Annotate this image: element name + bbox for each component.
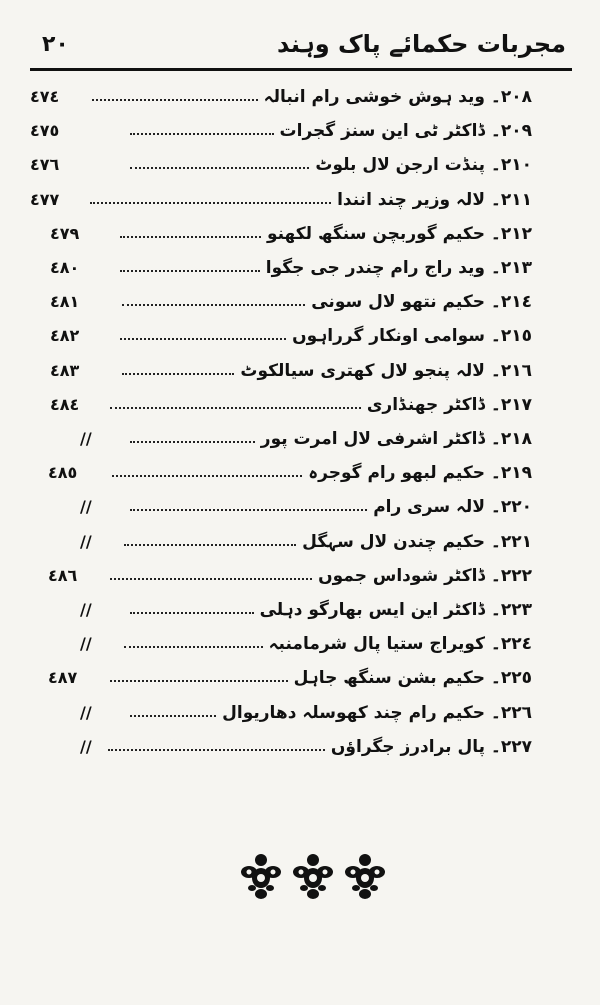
toc-entry bbox=[0, 219, 600, 253]
toc-page-ref: ٤٧٩ bbox=[50, 223, 80, 243]
toc-entry-title: ٢٢٤۔ کویراج ستیا پال شرمامنبہ bbox=[268, 634, 532, 655]
toc-entry bbox=[0, 321, 600, 355]
toc-page-ref: ٤٨٤ bbox=[50, 394, 80, 414]
dot-leader bbox=[124, 646, 263, 648]
toc-page-ref: // bbox=[80, 600, 92, 619]
dot-leader bbox=[130, 167, 309, 169]
toc-page-ref: ٤٨٢ bbox=[50, 326, 80, 346]
dot-leader bbox=[130, 612, 254, 614]
toc-entry-title: ٢٢١۔ حکیم چندن لال سہگل bbox=[302, 531, 532, 552]
toc-entry-title: ٢١٧۔ ڈاکٹر جھنڈاری bbox=[366, 394, 532, 415]
toc-entry bbox=[0, 629, 600, 663]
dot-leader bbox=[110, 407, 361, 409]
header-rule bbox=[30, 68, 572, 71]
toc-entry-title: ٢٢٦۔ حکیم رام چند کھوسلہ دھاریوال bbox=[222, 702, 532, 723]
toc-entry bbox=[0, 185, 600, 219]
toc-page-ref: // bbox=[80, 531, 92, 551]
toc-entry-title: ٢٠٨۔ وید ہوش خوشی رام انبالہ bbox=[263, 87, 532, 107]
toc-page-ref: ٤٧٦ bbox=[30, 155, 60, 175]
dot-leader bbox=[92, 99, 258, 101]
toc-entry-title: ٢١٨۔ ڈاکٹر اشرفی لال امرت پور bbox=[260, 429, 532, 449]
toc-entry-title: ٢١٠۔ پنڈت ارجن لال بلوٹ bbox=[315, 155, 532, 176]
toc-page-ref: // bbox=[80, 634, 92, 654]
toc-entry-title: ٢١٢۔ حکیم گوربچن سنگھ لکھنو bbox=[266, 223, 532, 244]
toc-entry-title: ٢٢٧۔ پال برادرز جگراؤں bbox=[330, 736, 532, 757]
toc-entry-title: ٢١٣۔ وید راج رام چندر جی جگوا bbox=[265, 258, 532, 278]
toc-entry bbox=[0, 663, 600, 697]
dot-leader bbox=[130, 509, 367, 511]
dot-leader bbox=[130, 441, 255, 443]
dot-leader bbox=[90, 202, 331, 204]
toc-entry bbox=[0, 458, 600, 492]
toc-entry bbox=[0, 116, 600, 150]
toc-page-ref: ٤٧٧ bbox=[30, 189, 60, 209]
page-header bbox=[30, 28, 572, 68]
dot-leader bbox=[122, 373, 234, 375]
toc-entry-title: ٢٢٢۔ ڈاکٹر شوداس جموں bbox=[318, 565, 532, 586]
toc-page-ref: // bbox=[80, 497, 92, 517]
toc-entry-title: ٢١٦۔ لالہ پنجو لال کھتری سیالکوٹ bbox=[240, 360, 532, 381]
toc-entry bbox=[0, 595, 600, 629]
running-title: مجربات حکمائے پاک وہند bbox=[277, 30, 566, 58]
toc-entry-title: ٢٢٥۔ حکیم بشن سنگھ جاہل bbox=[293, 668, 532, 689]
toc-entry-title: ٢١٩۔ حکیم لبھو رام گوجرہ bbox=[308, 463, 532, 484]
toc-entry bbox=[0, 492, 600, 526]
toc-entry bbox=[0, 527, 600, 561]
toc-entry-title: ٢١٥۔ سوامی اونکار گرراہوں bbox=[292, 326, 532, 347]
toc-entry-title: ٢٢٣۔ ڈاکٹر این ایس بھارگو دہلی bbox=[259, 600, 532, 620]
toc-entry bbox=[0, 356, 600, 390]
dot-leader bbox=[130, 715, 216, 717]
dot-leader bbox=[124, 544, 296, 546]
toc-entry bbox=[0, 698, 600, 732]
floral-ornament-icon bbox=[290, 852, 336, 900]
toc-entry-title: ٢١١۔ لالہ وزیر چند انندا bbox=[337, 189, 532, 210]
toc-page-ref: ٤٨١ bbox=[50, 292, 80, 312]
toc-entry bbox=[0, 424, 600, 458]
dot-leader bbox=[110, 578, 312, 580]
toc-entry-title: ٢١٤۔ حکیم نتھو لال سونی bbox=[311, 292, 532, 313]
dot-leader bbox=[112, 475, 302, 477]
toc-entry bbox=[0, 287, 600, 321]
toc-page-ref: // bbox=[80, 702, 92, 722]
floral-ornament-icon bbox=[342, 852, 388, 900]
toc-entry bbox=[0, 150, 600, 184]
toc-page-ref: ٤٨٠ bbox=[50, 258, 80, 277]
page-number: ٢٠ bbox=[42, 32, 69, 57]
toc-entry-title: ٢٢٠۔ لالہ سری رام bbox=[373, 497, 532, 518]
toc-entry bbox=[0, 561, 600, 595]
dot-leader bbox=[130, 133, 274, 135]
toc-page-ref: // bbox=[80, 429, 92, 448]
toc-entry-title: ٢٠٩۔ ڈاکٹر ٹی این سنز گجرات bbox=[279, 121, 532, 142]
toc-entry bbox=[0, 732, 600, 766]
floral-ornament-icon bbox=[238, 852, 284, 900]
toc-page-ref: ٤٧٥ bbox=[30, 121, 60, 141]
toc-entry bbox=[0, 82, 600, 116]
toc-page-ref: ٤٨٣ bbox=[50, 360, 80, 380]
toc-entry bbox=[0, 390, 600, 424]
dot-leader bbox=[108, 749, 325, 751]
ornament-group bbox=[238, 852, 388, 902]
toc-page-ref: ٤٨٥ bbox=[48, 463, 78, 483]
dot-leader bbox=[120, 236, 261, 238]
dot-leader bbox=[120, 270, 260, 272]
dot-leader bbox=[110, 680, 288, 682]
toc-entry bbox=[0, 253, 600, 287]
dot-leader bbox=[120, 338, 286, 340]
toc-page-ref: ٤٨٧ bbox=[48, 668, 78, 688]
dot-leader bbox=[122, 304, 305, 306]
toc-page-ref: ٤٨٦ bbox=[48, 565, 78, 585]
toc-page-ref: // bbox=[80, 736, 92, 756]
toc-page-ref: ٤٧٤ bbox=[30, 87, 60, 106]
